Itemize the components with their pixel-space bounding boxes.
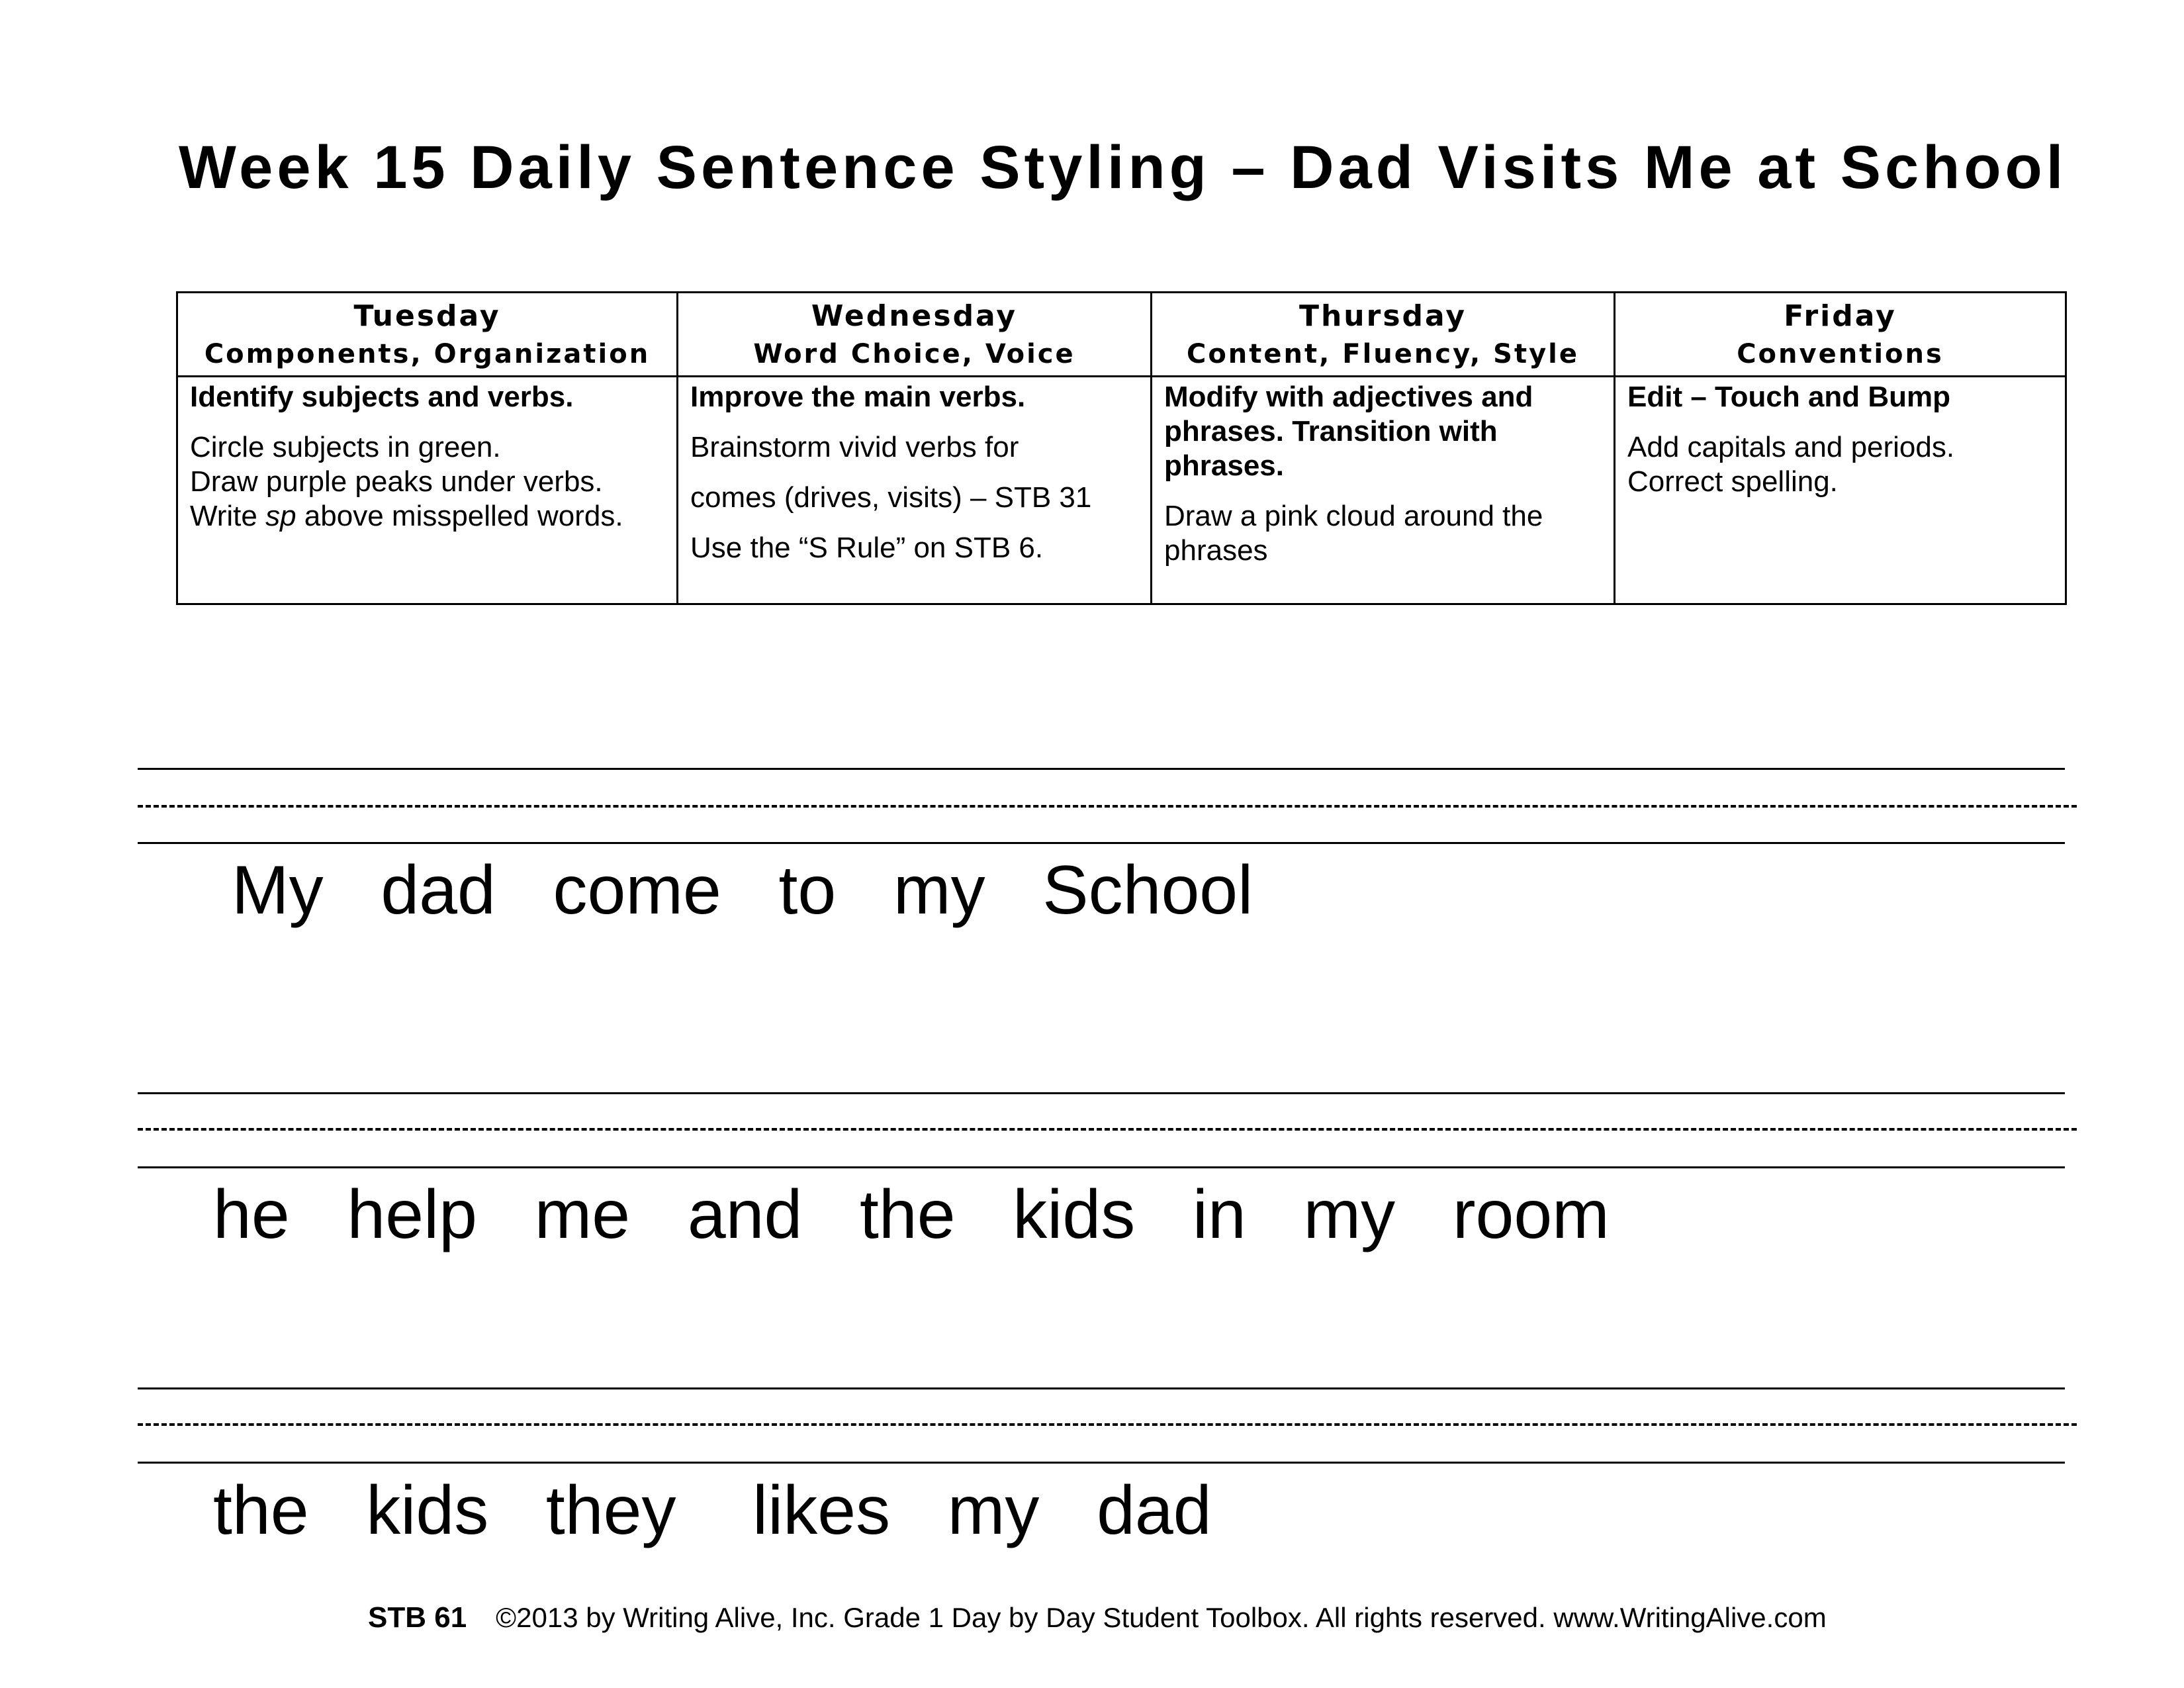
copyright-notice: ©2013 by Writing Alive, Inc. Grade 1 Day by Day Student Toolbox. All rights reserved. www.WritingAlive.com xyxy=(496,1602,1827,1633)
practice-sentence-2: he help me and the kids in my room xyxy=(213,1176,1610,1253)
page-footer xyxy=(368,1601,1827,1635)
task-heading: Improve the main verbs. xyxy=(690,381,1026,413)
task-instructions xyxy=(190,430,664,534)
column-header-wednesday xyxy=(678,293,1152,377)
focus-label: Word Choice, Voice xyxy=(753,339,1075,369)
page-title: Week 15 Daily Sentence Styling – Dad Visits Me at School xyxy=(179,134,2068,201)
task-line: Brainstorm vivid verbs for xyxy=(690,431,1019,463)
handwriting-mid-line xyxy=(138,805,2077,808)
practice-sentence-3: the kids they likes my dad xyxy=(213,1472,1212,1549)
practice-sentence-1: My dad come to my School xyxy=(232,852,1253,929)
task-heading: Edit – Touch and Bump xyxy=(1627,381,1951,413)
table-task-row xyxy=(177,377,2066,604)
task-line-text: above misspelled words. xyxy=(296,500,623,532)
task-cell-wednesday xyxy=(678,377,1152,604)
handwriting-top-line xyxy=(138,1092,2065,1094)
daily-styling-table xyxy=(176,291,2067,605)
focus-label: Content, Fluency, Style xyxy=(1186,339,1580,369)
task-heading: Modify with adjectives and phrases. Transition with phrases. xyxy=(1164,381,1533,482)
day-label: Friday xyxy=(1784,299,1897,333)
task-line: comes (drives, visits) – STB 31 xyxy=(690,481,1092,514)
handwriting-top-line xyxy=(138,768,2065,770)
page-code: STB 61 xyxy=(368,1601,467,1634)
task-cell-friday xyxy=(1615,377,2066,604)
day-label: Tuesday xyxy=(353,299,501,333)
task-instructions xyxy=(690,422,1138,573)
task-line: Draw a pink cloud around the phrases xyxy=(1164,500,1543,567)
table-header-row xyxy=(177,293,2066,377)
task-line: Circle subjects in green. xyxy=(190,431,501,463)
day-label: Thursday xyxy=(1298,299,1467,333)
task-line xyxy=(190,499,664,534)
task-heading: Identify subjects and verbs. xyxy=(190,381,574,413)
handwriting-mid-line xyxy=(138,1128,2077,1131)
task-cell-thursday xyxy=(1152,377,1615,604)
column-header-tuesday xyxy=(177,293,678,377)
task-line: Use the “S Rule” on STB 6. xyxy=(690,532,1044,564)
handwriting-top-line xyxy=(138,1387,2065,1389)
focus-label: Components, Organization xyxy=(204,339,651,369)
day-label: Wednesday xyxy=(811,299,1018,333)
misspelled-marker: sp xyxy=(265,500,296,532)
handwriting-base-line xyxy=(138,842,2065,844)
task-line: Add capitals and periods. xyxy=(1627,431,1955,463)
task-line: Correct spelling. xyxy=(1627,465,1838,498)
focus-label: Conventions xyxy=(1737,339,1944,369)
task-line: Draw purple peaks under verbs. xyxy=(190,465,603,498)
task-line-text: Write xyxy=(190,500,266,532)
column-header-thursday xyxy=(1152,293,1615,377)
handwriting-base-line xyxy=(138,1166,2065,1168)
handwriting-mid-line xyxy=(138,1423,2077,1426)
task-instructions xyxy=(1164,499,1602,568)
task-cell-tuesday xyxy=(177,377,678,604)
task-instructions xyxy=(1627,430,2053,499)
handwriting-base-line xyxy=(138,1462,2065,1464)
column-header-friday xyxy=(1615,293,2066,377)
